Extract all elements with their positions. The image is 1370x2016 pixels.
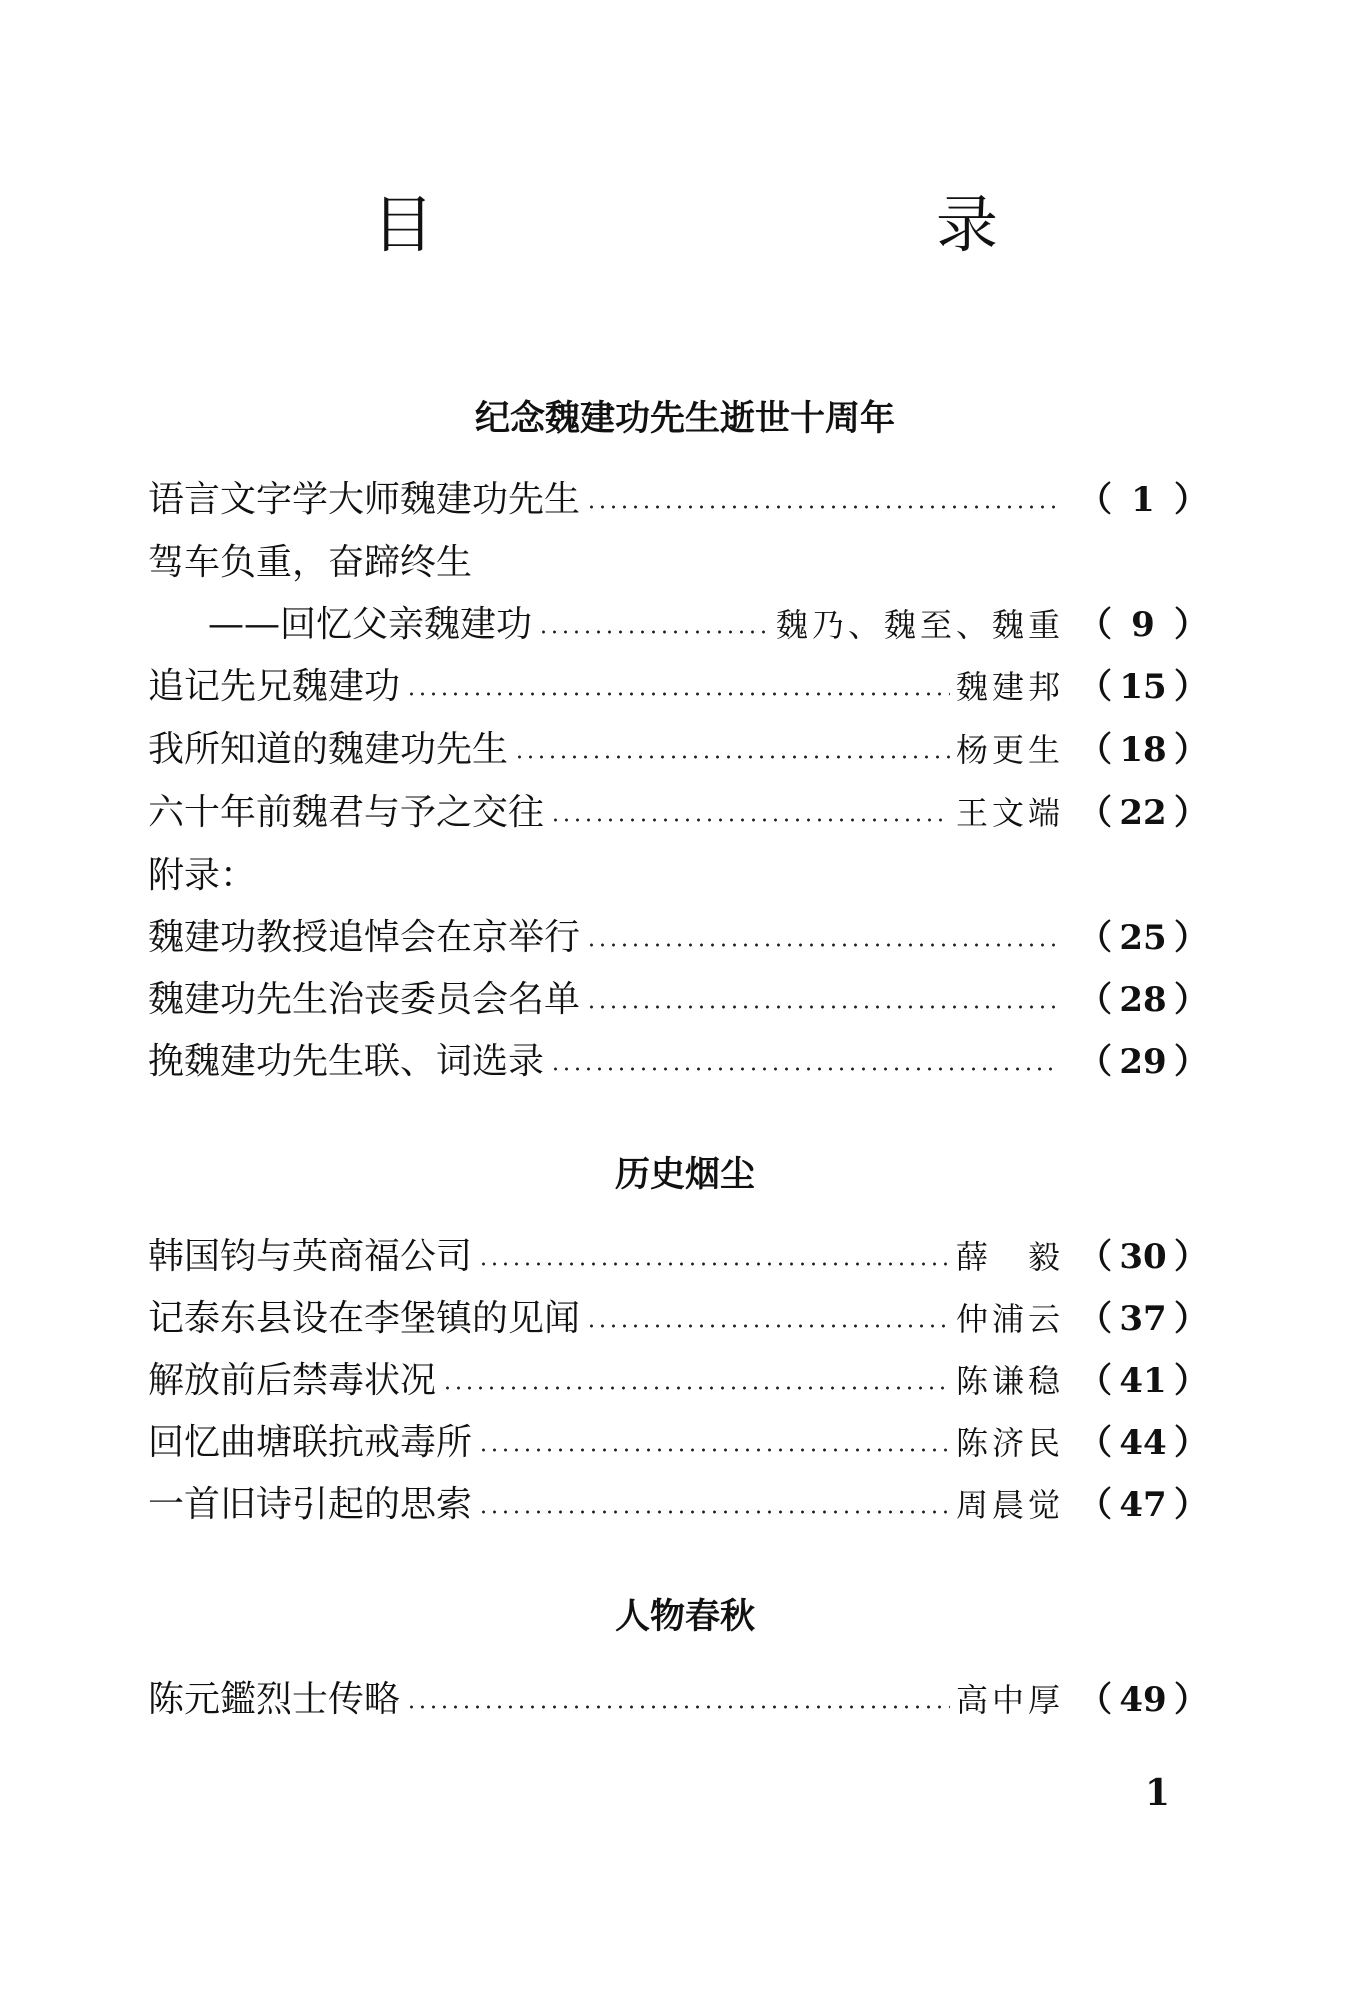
- dot-leader: [550, 1067, 1058, 1071]
- toc-entry[interactable]: [208, 600, 1208, 650]
- entry-author: 王文端: [955, 794, 1064, 832]
- dot-leader: [478, 1448, 950, 1452]
- open-paren: （: [1078, 667, 1112, 707]
- dot-leader: [514, 755, 950, 759]
- entry-author: 薛 毅: [955, 1238, 1064, 1276]
- entry-title: 我所知道的魏建功先生: [148, 729, 509, 770]
- entry-page-ref: [1078, 1294, 1208, 1344]
- entry-page-number: 18: [1119, 730, 1167, 770]
- open-paren: （: [1078, 1680, 1112, 1720]
- toc-entry[interactable]: [148, 538, 1208, 588]
- entry-title: 驾车负重，奋蹄终生: [148, 542, 473, 583]
- entry-title: 追记先兄魏建功: [148, 666, 401, 707]
- open-paren: （: [1078, 1485, 1112, 1525]
- entry-page-ref: [1078, 1232, 1208, 1282]
- entry-title: 魏建功教授追悼会在京举行: [148, 917, 581, 958]
- open-paren: （: [1078, 793, 1112, 833]
- entry-page-number: 41: [1119, 1361, 1167, 1401]
- open-paren: （: [1078, 918, 1112, 958]
- section-heading-history: 历史烟尘: [614, 1155, 755, 1195]
- toc-entry[interactable]: [148, 725, 1208, 775]
- dot-leader: [586, 505, 1058, 509]
- close-paren: ）: [1174, 1237, 1208, 1277]
- open-paren: （: [1078, 1042, 1112, 1082]
- close-paren: ）: [1174, 980, 1208, 1020]
- dot-leader: [586, 943, 1058, 947]
- entry-title: 附录：: [148, 855, 257, 896]
- entry-page-number: 15: [1119, 667, 1167, 707]
- entry-title: 解放前后禁毒状况: [148, 1360, 437, 1401]
- section-heading-commemoration: 纪念魏建功先生逝世十周年: [474, 399, 895, 439]
- entry-page-ref: [1078, 913, 1208, 963]
- entry-page-number: 44: [1119, 1423, 1167, 1463]
- entry-page-number: 22: [1119, 793, 1167, 833]
- toc-entry[interactable]: [148, 1037, 1208, 1087]
- entry-author: 魏建邦: [955, 668, 1064, 706]
- open-paren: （: [1078, 480, 1112, 520]
- close-paren: ）: [1174, 730, 1208, 770]
- open-paren: （: [1078, 980, 1112, 1020]
- entry-title: 挽魏建功先生联、词选录: [148, 1041, 545, 1082]
- entry-title: 一首旧诗引起的思索: [148, 1484, 473, 1525]
- toc-entry[interactable]: [148, 1294, 1208, 1344]
- open-paren: （: [1078, 730, 1112, 770]
- entry-page-ref: [1078, 1037, 1208, 1087]
- entry-author: 周晨觉: [955, 1486, 1064, 1524]
- dot-leader: [586, 1324, 950, 1328]
- entry-author: 陈济民: [955, 1424, 1064, 1462]
- entry-page-number: 9: [1131, 605, 1155, 645]
- entry-page-number: 1: [1131, 480, 1155, 520]
- entry-page-number: 49: [1119, 1680, 1167, 1720]
- entry-page-ref: [1078, 1356, 1208, 1406]
- entry-page-ref: [1078, 1675, 1208, 1725]
- close-paren: ）: [1174, 605, 1208, 645]
- toc-entry[interactable]: [148, 975, 1208, 1025]
- close-paren: ）: [1174, 667, 1208, 707]
- entry-title: ——回忆父亲魏建功: [208, 604, 533, 645]
- close-paren: ）: [1174, 1042, 1208, 1082]
- entry-author: 陈谦稳: [955, 1362, 1064, 1400]
- entry-page-number: 29: [1119, 1042, 1167, 1082]
- entry-title: 韩国钧与英商福公司: [148, 1236, 473, 1277]
- page-number: 1: [1145, 1772, 1171, 1814]
- entry-page-ref: [1078, 1418, 1208, 1468]
- dot-leader: [550, 818, 950, 822]
- entry-page-ref: [1078, 975, 1208, 1025]
- entry-page-number: 30: [1119, 1237, 1167, 1277]
- dot-leader: [442, 1386, 950, 1390]
- entry-title: 六十年前魏君与予之交往: [148, 792, 545, 833]
- dot-leader: [538, 630, 770, 634]
- entry-title: 回忆曲塘联抗戒毒所: [148, 1422, 473, 1463]
- toc-entry[interactable]: [148, 913, 1208, 963]
- page-title: 目 录: [371, 188, 1218, 261]
- entry-author: 魏乃、魏至、魏重: [775, 606, 1064, 644]
- entry-page-number: 25: [1119, 918, 1167, 958]
- entry-title: 魏建功先生治丧委员会名单: [148, 979, 581, 1020]
- entry-page-ref: [1078, 725, 1208, 775]
- dot-leader: [478, 1510, 950, 1514]
- entry-title: 记泰东县设在李堡镇的见闻: [148, 1298, 581, 1339]
- close-paren: ）: [1174, 793, 1208, 833]
- entry-author: 高中厚: [955, 1681, 1064, 1719]
- close-paren: ）: [1174, 480, 1208, 520]
- dot-leader: [478, 1262, 950, 1266]
- dot-leader: [406, 1705, 950, 1709]
- open-paren: （: [1078, 605, 1112, 645]
- entry-page-ref: [1078, 662, 1208, 712]
- dot-leader: [406, 692, 950, 696]
- toc-entry[interactable]: [148, 1232, 1208, 1282]
- entry-author: 杨更生: [955, 731, 1064, 769]
- entry-page-ref: [1078, 475, 1208, 525]
- open-paren: （: [1078, 1423, 1112, 1463]
- open-paren: （: [1078, 1237, 1112, 1277]
- toc-entry[interactable]: [148, 1675, 1208, 1725]
- open-paren: （: [1078, 1361, 1112, 1401]
- entry-title: 语言文字学大师魏建功先生: [148, 479, 581, 520]
- entry-page-number: 28: [1119, 980, 1167, 1020]
- entry-author: 仲浦云: [955, 1300, 1064, 1338]
- open-paren: （: [1078, 1299, 1112, 1339]
- close-paren: ）: [1174, 1299, 1208, 1339]
- entry-title: 陈元鑑烈士传略: [148, 1679, 401, 1720]
- toc-entry[interactable]: [148, 662, 1208, 712]
- close-paren: ）: [1174, 918, 1208, 958]
- entry-page-ref: [1078, 788, 1208, 838]
- toc-entry[interactable]: [148, 851, 1208, 901]
- toc-entry[interactable]: [148, 788, 1208, 838]
- toc-entry[interactable]: [148, 1356, 1208, 1406]
- dot-leader: [586, 1005, 1058, 1009]
- close-paren: ）: [1174, 1485, 1208, 1525]
- toc-entry[interactable]: [148, 1418, 1208, 1468]
- entry-page-ref: [1078, 600, 1208, 650]
- section-heading-biographies: 人物春秋: [614, 1597, 755, 1637]
- toc-entry[interactable]: [148, 475, 1208, 525]
- close-paren: ）: [1174, 1680, 1208, 1720]
- close-paren: ）: [1174, 1423, 1208, 1463]
- toc-entry[interactable]: [148, 1480, 1208, 1530]
- entry-page-number: 47: [1119, 1485, 1167, 1525]
- close-paren: ）: [1174, 1361, 1208, 1401]
- entry-page-ref: [1078, 1480, 1208, 1530]
- entry-page-number: 37: [1119, 1299, 1167, 1339]
